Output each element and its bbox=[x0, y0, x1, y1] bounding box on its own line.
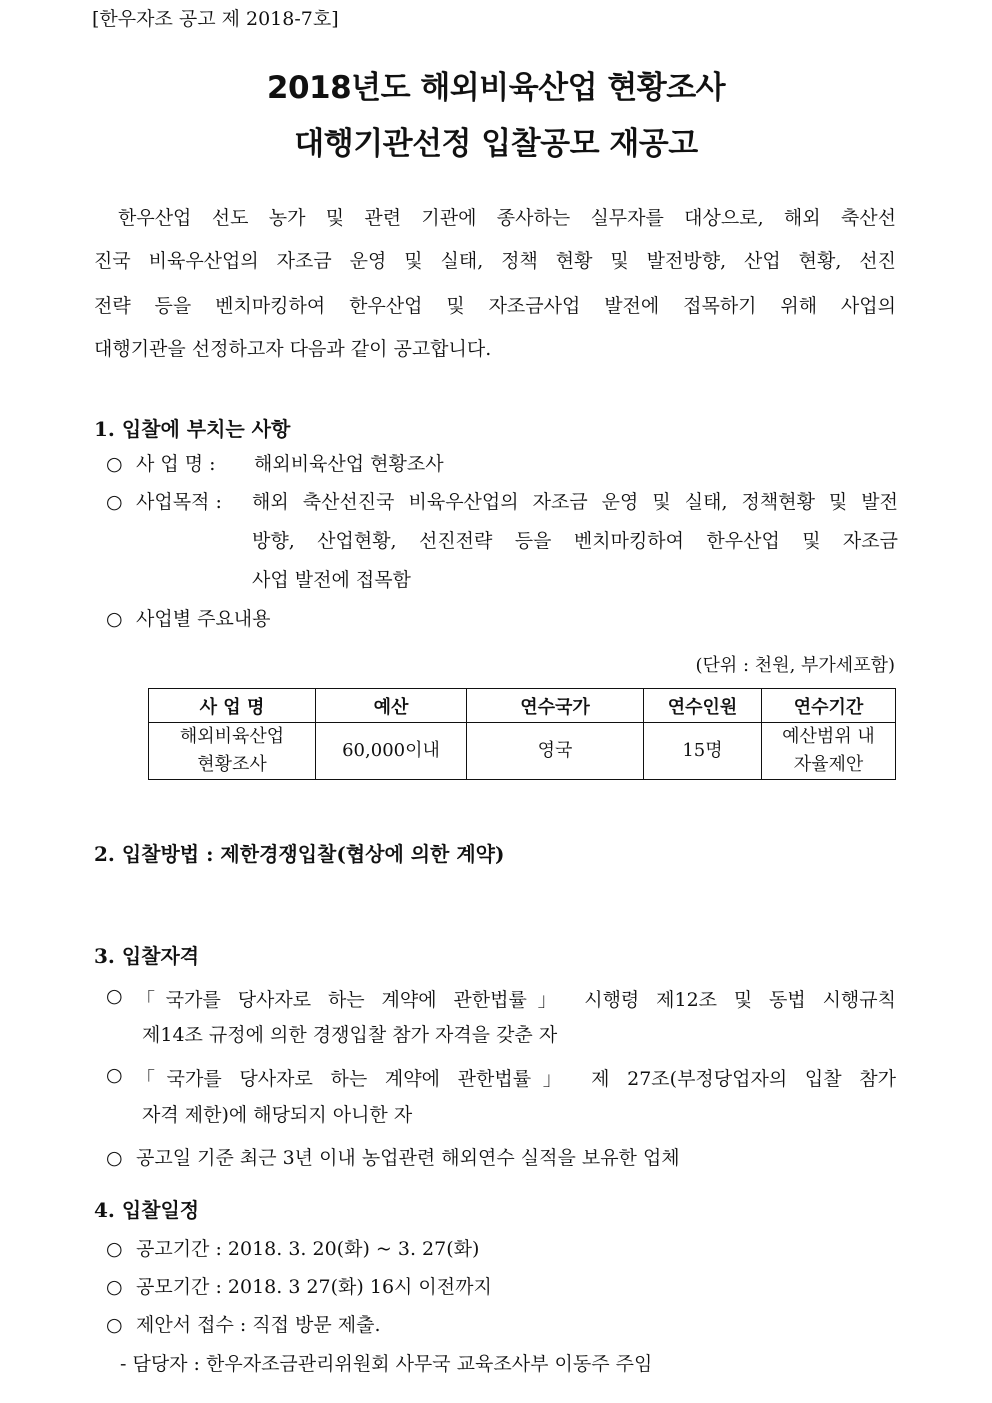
qualification-2-line2: 자격 제한)에 해당되지 아니한 자 bbox=[142, 1104, 413, 1126]
business-name-label: 사 업 명 : bbox=[136, 453, 216, 475]
schedule-item-1 bbox=[106, 1234, 479, 1261]
cell-business-name bbox=[149, 723, 316, 780]
intro-line1: 한우산업 선도 농가 및 관련 기관에 종사하는 실무자를 대상으로, 해외 축산선 bbox=[118, 207, 896, 229]
business-purpose-line3: 사업 발전에 접목함 bbox=[252, 569, 411, 591]
header-period: 연수기간 bbox=[762, 689, 896, 723]
bullet: ○ bbox=[106, 1314, 123, 1336]
qualification-item-2 bbox=[106, 1064, 136, 1086]
business-name-item bbox=[106, 449, 444, 476]
section3-heading: 3. 입찰자격 bbox=[94, 944, 200, 968]
business-contents-label: 사업별 주요내용 bbox=[136, 608, 271, 630]
section2-heading: 2. 입찰방법 : 제한경쟁입찰(협상에 의한 계약) bbox=[94, 842, 505, 866]
header-budget: 예산 bbox=[316, 689, 467, 723]
bullet: ○ bbox=[106, 1147, 123, 1169]
page-title-line1: 2018년도 해외비육산업 현황조사 bbox=[266, 70, 726, 106]
page-title-line2: 대행기관선정 입찰공모 재공고 bbox=[294, 126, 698, 162]
bullet: ○ bbox=[106, 491, 123, 513]
header-people: 연수인원 bbox=[644, 689, 762, 723]
qualification-3-text: 공고일 기준 최근 3년 이내 농업관련 해외연수 실적을 보유한 업체 bbox=[136, 1147, 680, 1169]
table-header-row bbox=[149, 689, 896, 723]
qualification-2-line1: 「국가를 당사자로 하는 계약에 관한법률」 제 27조(부정당업자의 입찰 참가 bbox=[136, 1068, 896, 1090]
bullet: ○ bbox=[106, 1238, 123, 1260]
intro-line2: 진국 비육우산업의 자조금 운영 및 실태, 정책 현황 및 발전방향, 산업 현황, 선진 bbox=[94, 250, 896, 272]
schedule-announcement-period: 공고기간 : 2018. 3. 20(화) ~ 3. 27(화) bbox=[136, 1238, 480, 1260]
section4-heading: 4. 입찰일정 bbox=[94, 1198, 200, 1222]
qualification-item-1 bbox=[106, 985, 136, 1007]
intro-line4: 대행기관을 선정하고자 다음과 같이 공고합니다. bbox=[94, 338, 492, 360]
business-purpose-line2: 방향, 산업현황, 선진전략 등을 벤치마킹하여 한우산업 및 자조금 bbox=[252, 530, 898, 552]
business-table bbox=[148, 688, 896, 780]
bullet: ○ bbox=[106, 1064, 123, 1086]
schedule-application-period: 공모기간 : 2018. 3 27(화) 16시 이전까지 bbox=[136, 1276, 492, 1298]
qualification-item-3 bbox=[106, 1143, 680, 1170]
business-purpose-label: 사업목적 : bbox=[136, 491, 222, 513]
business-name-value: 해외비육산업 현황조사 bbox=[254, 453, 444, 475]
schedule-submission: 제안서 접수 : 직접 방문 제출. bbox=[136, 1314, 381, 1336]
cell-people: 15명 bbox=[644, 723, 762, 780]
cell-period bbox=[762, 723, 896, 780]
unit-note: (단위 : 천원, 부가세포함) bbox=[695, 655, 895, 676]
header-country: 연수국가 bbox=[467, 689, 644, 723]
business-contents-item bbox=[106, 604, 271, 631]
contact-person: - 담당자 : 한우자조금관리위원회 사무국 교육조사부 이동주 주임 bbox=[120, 1353, 653, 1375]
qualification-1-line1: 「국가를 당사자로 하는 계약에 관한법률」 시행령 제12조 및 동법 시행규칙 bbox=[136, 989, 896, 1011]
schedule-item-3 bbox=[106, 1310, 381, 1337]
business-purpose-line1: 해외 축산선진국 비육우산업의 자조금 운영 및 실태, 정책현황 및 발전 bbox=[252, 491, 898, 513]
bullet: ○ bbox=[106, 1276, 123, 1298]
cell-business-name-line2: 현황조사 bbox=[197, 754, 267, 775]
qualification-1-line2: 제14조 규정에 의한 경쟁입찰 참가 자격을 갖춘 자 bbox=[142, 1024, 558, 1046]
cell-business-name-line1: 해외비육산업 bbox=[179, 726, 285, 747]
cell-period-line1: 예산범위 내 bbox=[782, 726, 875, 747]
business-purpose-item bbox=[106, 487, 254, 514]
cell-budget: 60,000이내 bbox=[316, 723, 467, 780]
bullet: ○ bbox=[106, 453, 123, 475]
notice-number: [한우자조 공고 제 2018-7호] bbox=[92, 8, 339, 30]
bullet: ○ bbox=[106, 608, 123, 630]
bullet: ○ bbox=[106, 985, 123, 1007]
header-business-name: 사 업 명 bbox=[149, 689, 316, 723]
intro-line3: 전략 등을 벤치마킹하여 한우산업 및 자조금사업 발전에 접목하기 위해 사업의 bbox=[94, 295, 896, 317]
cell-period-line2: 자율제안 bbox=[793, 754, 864, 775]
section1-heading: 1. 입찰에 부치는 사항 bbox=[94, 417, 291, 441]
cell-country: 영국 bbox=[467, 723, 644, 780]
table-row bbox=[149, 723, 896, 780]
schedule-item-2 bbox=[106, 1272, 492, 1299]
